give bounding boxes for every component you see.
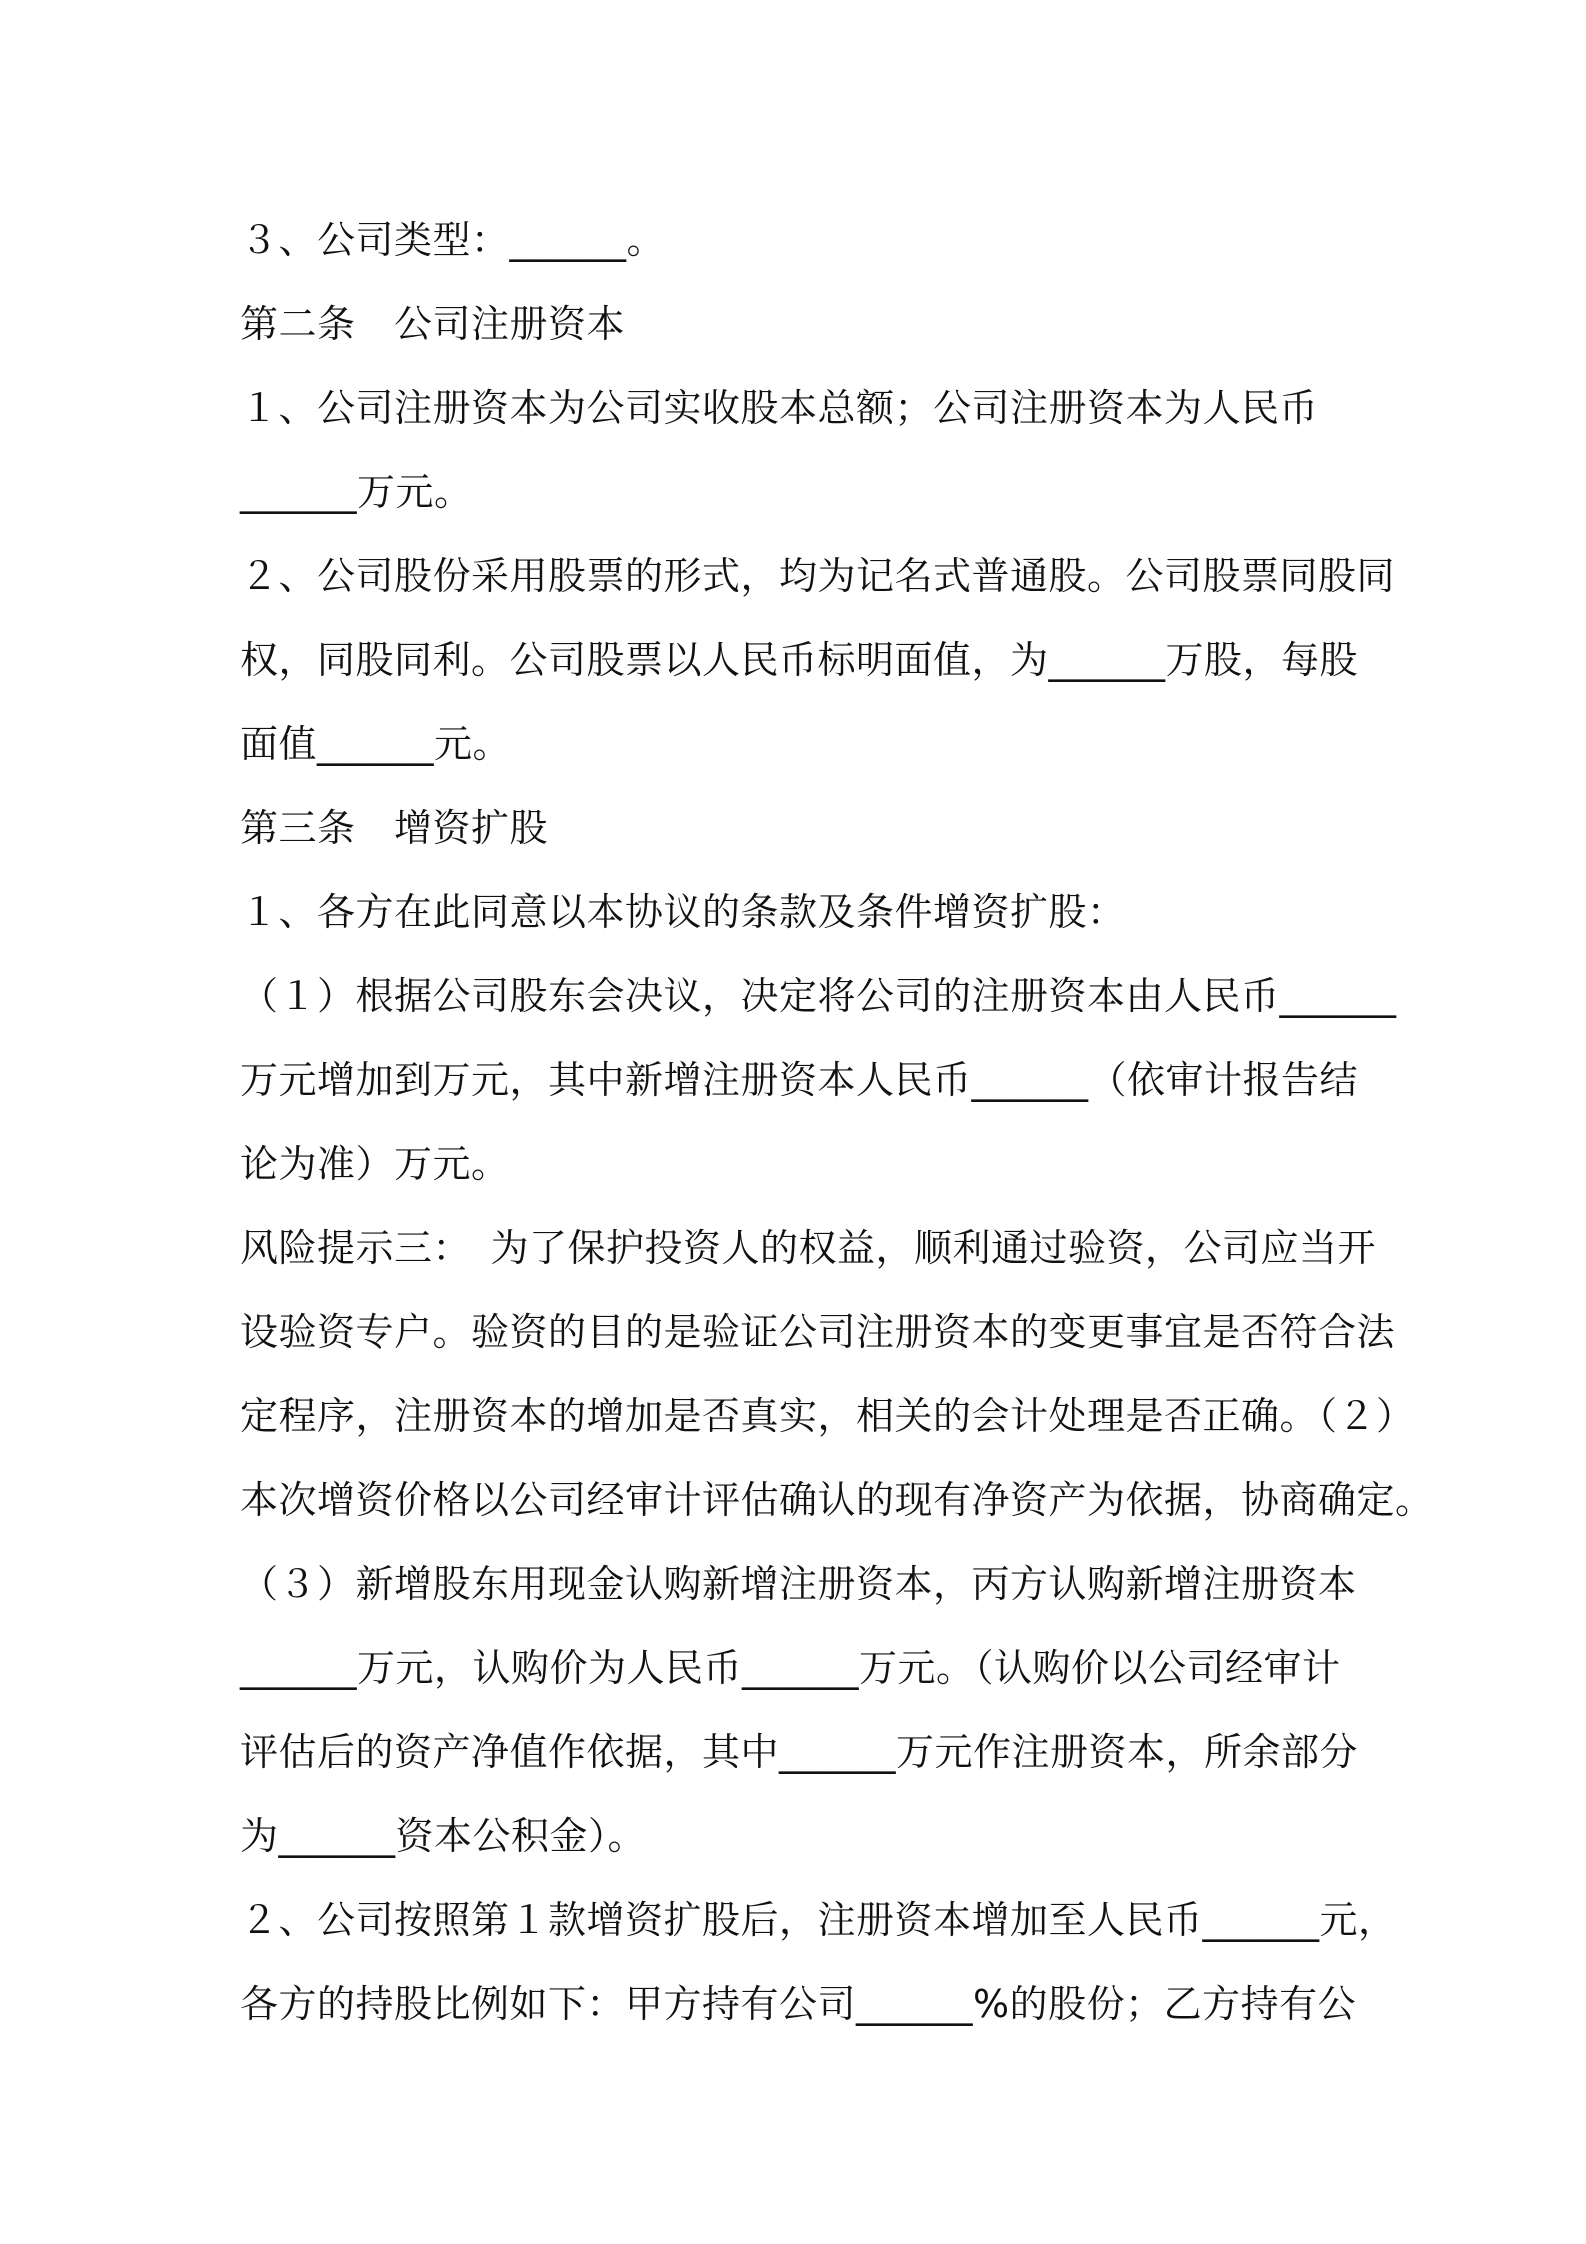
article-3-heading: 第三条 增资扩股 xyxy=(240,806,549,850)
article-3-clause-2-line-1: ２、公司按照第１款增资扩股后，注册资本增加至人民币______元， xyxy=(240,1898,1397,1942)
article-2-clause-1-line-1: １、公司注册资本为公司实收股本总额；公司注册资本为人民币 xyxy=(240,386,1319,430)
risk-note-line-1: 风险提示三： 为了保护投资人的权益，顺利通过验资，公司应当开 xyxy=(240,1226,1377,1270)
article-3-item-1-line-3: 论为准）万元。 xyxy=(240,1142,510,1186)
article-2-clause-2-line-1: ２、公司股份采用股票的形式，均为记名式普通股。公司股票同股同 xyxy=(240,554,1396,598)
article-3-item-2-line: 本次增资价格以公司经审计评估确认的现有净资产为依据，协商确定。 xyxy=(240,1478,1434,1522)
article-3-clause-1-line: １、各方在此同意以本协议的条款及条件增资扩股： xyxy=(240,890,1126,934)
risk-note-line-2: 设验资专户。验资的目的是验证公司注册资本的变更事宜是否符合法 xyxy=(240,1310,1396,1354)
company-type-line: ３、公司类型：______。 xyxy=(240,218,666,262)
article-2-clause-2-line-2: 权，同股同利。公司股票以人民币标明面值，为______万股，每股 xyxy=(240,638,1359,682)
risk-note-line-3: 定程序，注册资本的增加是否真实，相关的会计处理是否正确。（２） xyxy=(240,1394,1415,1438)
article-2-clause-1-line-2: ______万元。 xyxy=(240,470,473,514)
article-3-item-3-line-1: （３）新增股东用现金认购新增注册资本，丙方认购新增注册资本 xyxy=(240,1562,1357,1606)
article-3-item-3-line-3: 评估后的资产净值作依据，其中______万元作注册资本，所余部分 xyxy=(240,1730,1359,1774)
article-3-item-3-line-4: 为______资本公积金）。 xyxy=(240,1814,647,1858)
article-3-item-1-line-1: （１）根据公司股东会决议，决定将公司的注册资本由人民币______ xyxy=(240,974,1397,1018)
article-2-heading: 第二条 公司注册资本 xyxy=(240,302,626,346)
article-3-item-3-line-2: ______万元，认购价为人民币______万元。（认购价以公司经审计 xyxy=(240,1646,1341,1690)
document-body xyxy=(240,198,1434,2046)
article-2-clause-2-line-3: 面值______元。 xyxy=(240,722,512,766)
article-3-item-1-line-2: 万元增加到万元，其中新增注册资本人民币______（依审计报告结 xyxy=(240,1058,1359,1102)
article-3-clause-2-line-2: 各方的持股比例如下：甲方持有公司______%的股份；乙方持有公 xyxy=(240,1982,1357,2026)
